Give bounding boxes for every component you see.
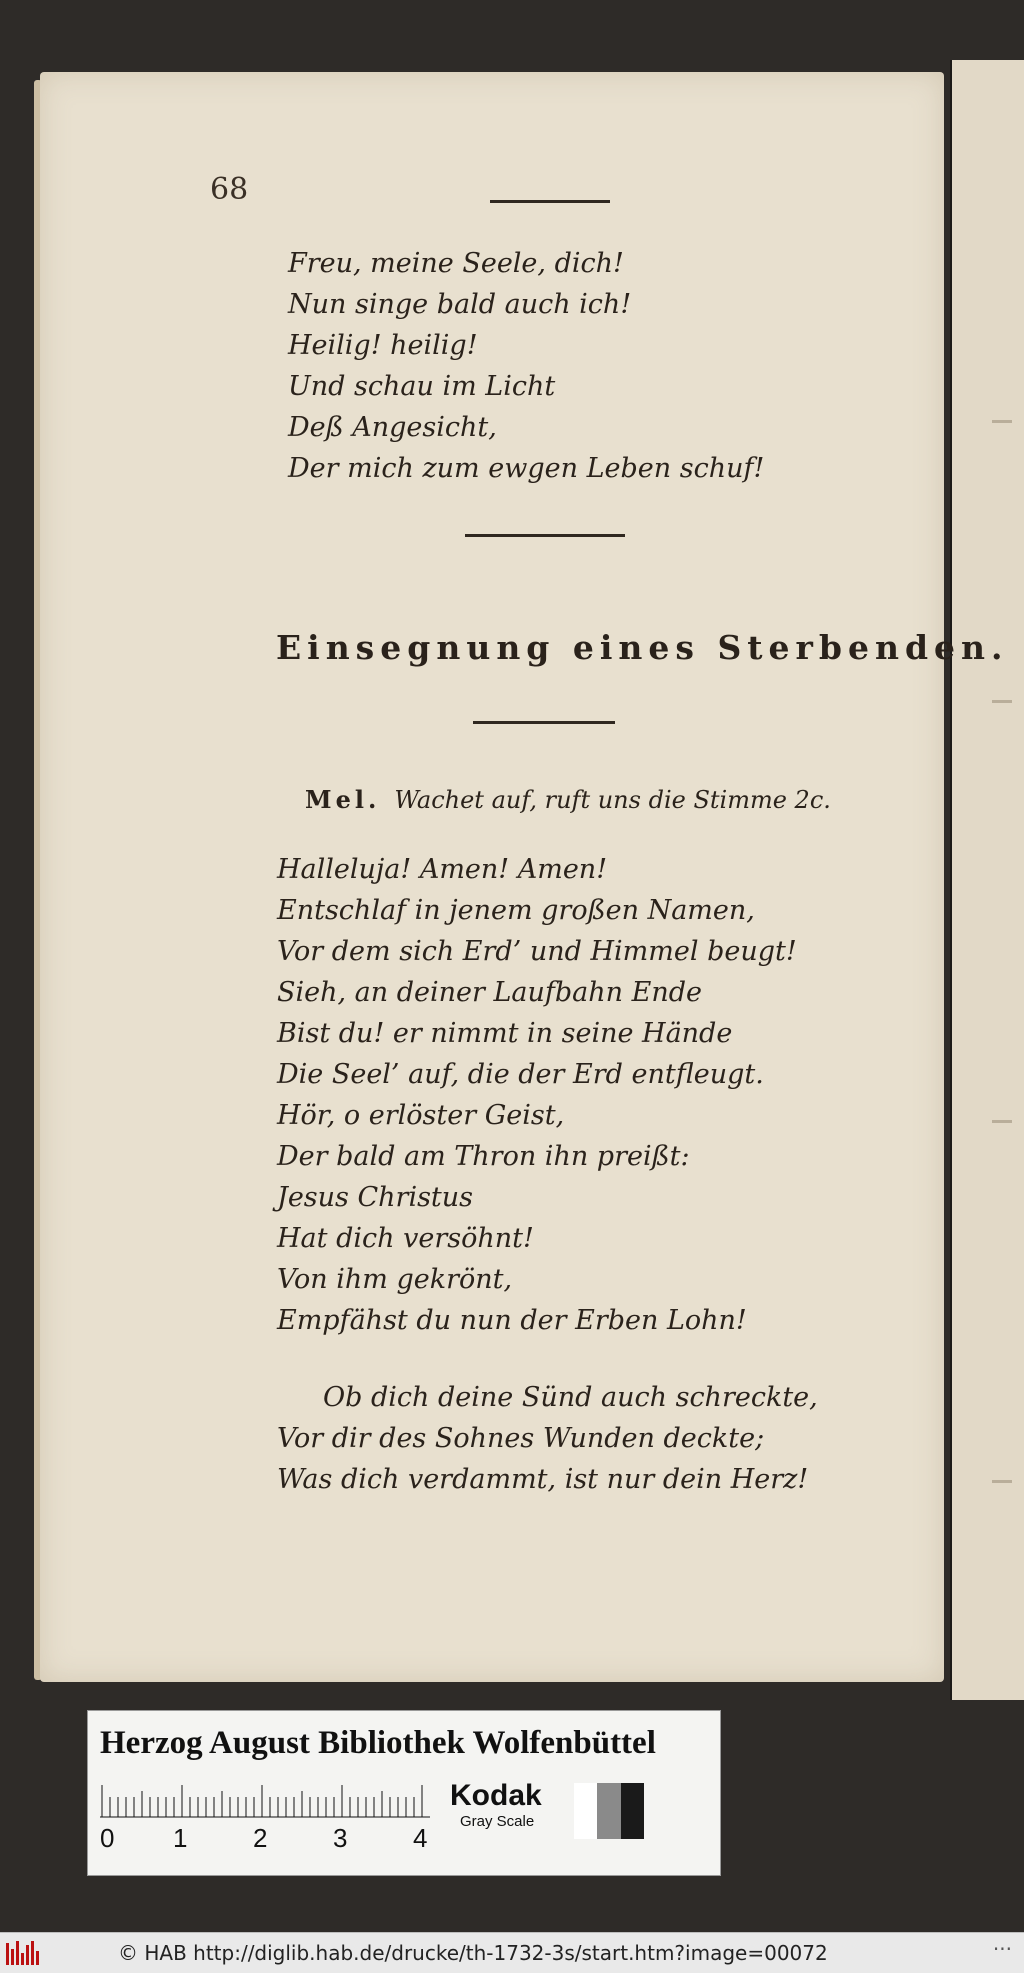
hymn-title: Einsegnung eines Sterbenden.	[276, 628, 1009, 667]
gray-patches	[574, 1783, 644, 1839]
stanza-3	[277, 1377, 818, 1500]
melody-text: Wachet auf, ruft uns die Stimme 2c.	[394, 786, 831, 814]
verse-line: Was dich verdammt, ist nur dein Herz!	[277, 1464, 809, 1495]
bleed-mark	[992, 1120, 1012, 1123]
verse-line: Der bald am Thron ihn preißt:	[277, 1141, 690, 1172]
verse-line: Heilig! heilig!	[288, 330, 478, 361]
melody-line	[305, 785, 831, 814]
library-name: Herzog August Bibliothek Wolfenbüttel	[100, 1725, 656, 1761]
bleed-mark	[992, 420, 1012, 423]
color-target-card	[87, 1710, 721, 1876]
gray-patch	[574, 1783, 597, 1839]
more-options-icon[interactable]: ···	[992, 1937, 1012, 1961]
verse-line: Sieh, an deiner Laufbahn Ende	[277, 977, 702, 1008]
verse-line: Hör, o erlöster Geist,	[277, 1100, 565, 1131]
gray-patch	[621, 1783, 644, 1839]
ruler-label: 4	[413, 1823, 428, 1851]
verse-line: Freu, meine Seele, dich!	[288, 248, 624, 279]
verse-line: Die Seel’ auf, die der Erd entfleugt.	[277, 1059, 764, 1090]
scale-ruler	[100, 1781, 510, 1851]
stanza-2	[277, 849, 797, 1341]
verse-line: Jesus Christus	[277, 1182, 474, 1213]
verse-line: Vor dir des Sohnes Wunden deckte;	[277, 1423, 765, 1454]
adjacent-page-edge	[950, 60, 1024, 1700]
page-number: 68	[210, 172, 249, 207]
kodak-logo: Kodak	[450, 1779, 542, 1812]
stanza-1	[288, 243, 764, 489]
bleed-mark	[992, 1480, 1012, 1483]
verse-line: Vor dem sich Erd’ und Himmel beugt!	[277, 936, 797, 967]
verse-line: Entschlaf in jenem großen Namen,	[277, 895, 755, 926]
hab-logo-icon	[6, 1941, 46, 1965]
ruler-label: 0	[100, 1823, 115, 1851]
viewer-footer	[0, 1932, 1024, 1973]
ruler-label: 2	[253, 1823, 268, 1851]
verse-line: Von ihm gekrönt,	[277, 1264, 513, 1295]
section-rule	[465, 534, 625, 537]
verse-line: Bist du! er nimmt in seine Hände	[277, 1018, 733, 1049]
verse-line: Und schau im Licht	[288, 371, 556, 402]
verse-line: Ob dich deine Sünd auch schreckte,	[323, 1382, 818, 1413]
ruler-label: 1	[173, 1823, 188, 1851]
bleed-mark	[992, 700, 1012, 703]
verse-line: Empfähst du nun der Erben Lohn!	[277, 1305, 747, 1336]
verse-line: Halleluja! Amen! Amen!	[277, 854, 608, 885]
gray-scale-label: Gray Scale	[460, 1813, 535, 1830]
melody-label: Mel.	[305, 785, 381, 814]
copyright-url[interactable]: © HAB http://diglib.hab.de/drucke/th-1732-3s/start.htm?image=00072	[118, 1941, 828, 1965]
header-rule	[490, 200, 610, 203]
verse-line: Deß Angesicht,	[288, 412, 497, 443]
gray-patch	[597, 1783, 620, 1839]
ruler-label: 3	[333, 1823, 348, 1851]
verse-line: Nun singe bald auch ich!	[288, 289, 632, 320]
title-rule	[473, 721, 615, 724]
verse-line: Der mich zum ewgen Leben schuf!	[288, 453, 765, 484]
verse-line: Hat dich versöhnt!	[277, 1223, 534, 1254]
